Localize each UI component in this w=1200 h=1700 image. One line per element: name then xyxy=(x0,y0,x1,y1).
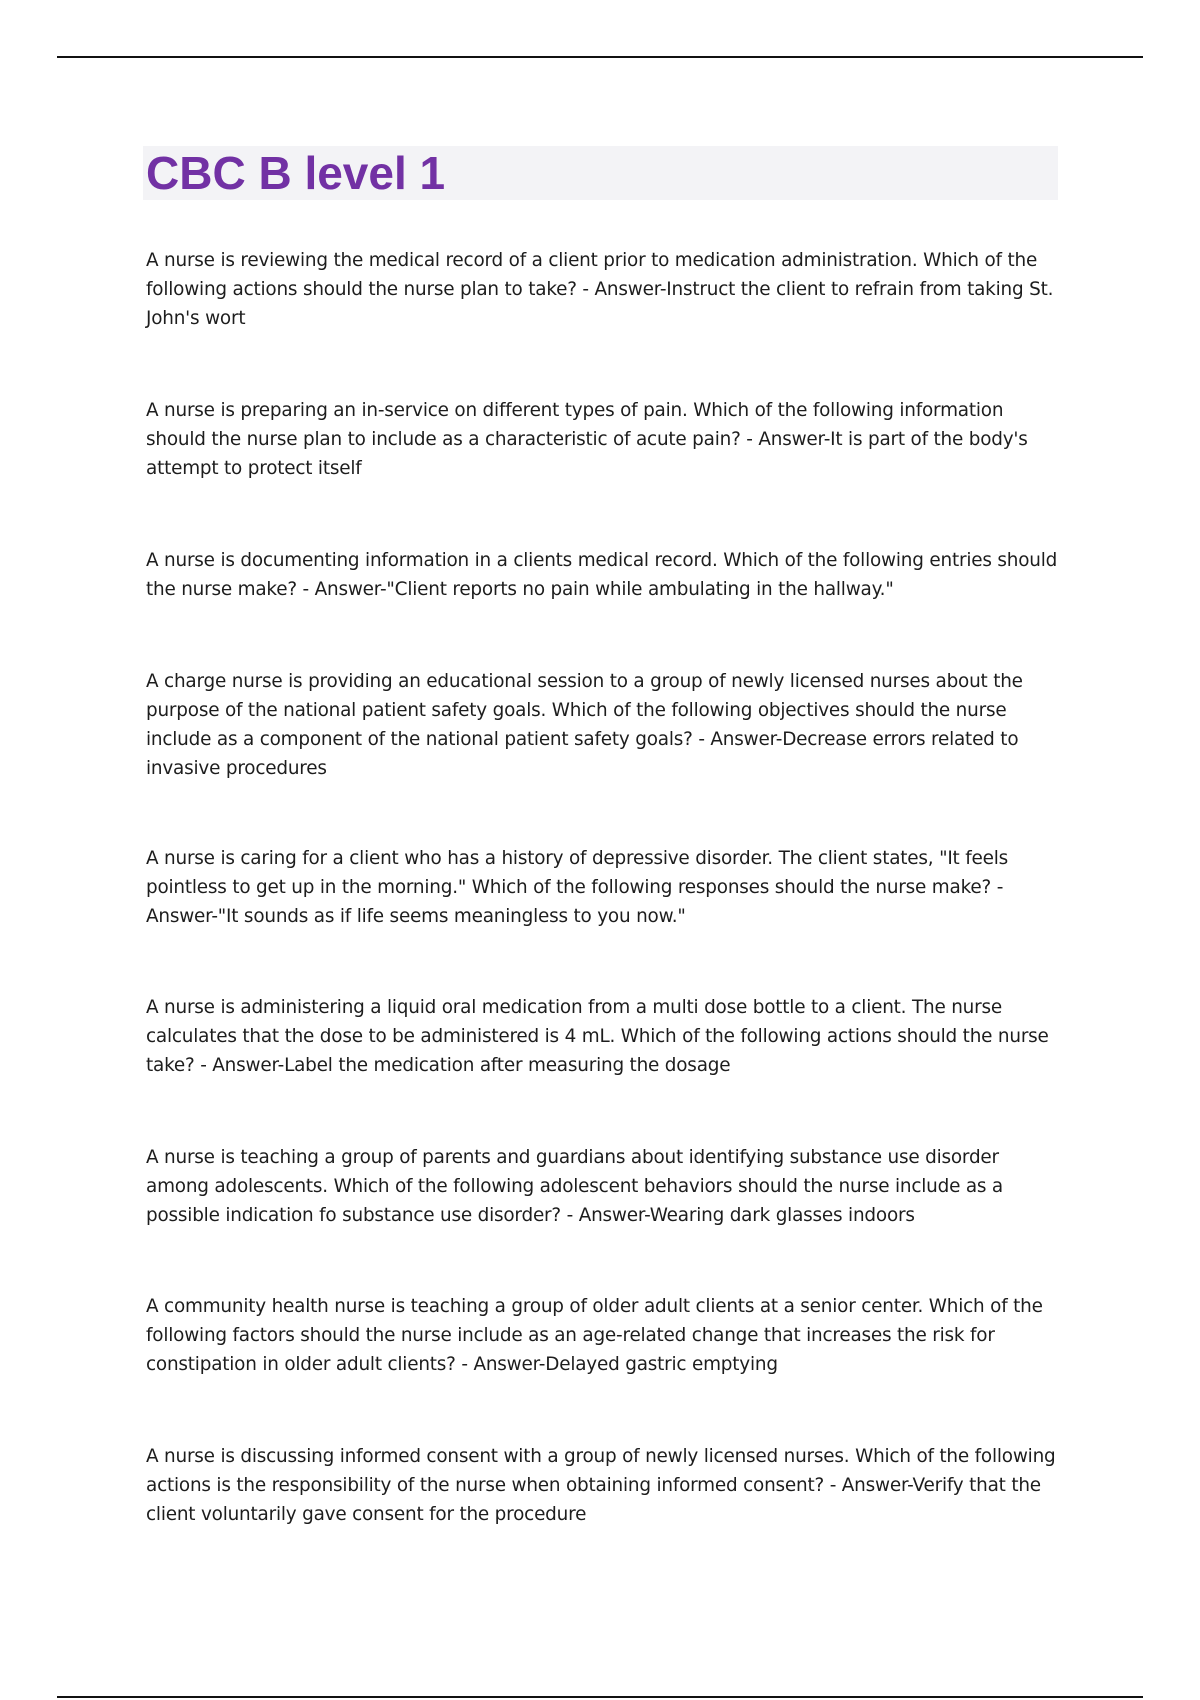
qa-entry-2: A nurse is preparing an in-service on different types of pain. Which of the following information should the nurse plan to include as a characteristic of acute pain? - Answer-It is part of the body's attempt to protect itself xyxy=(146,400,1028,479)
qa-entry-3: A nurse is documenting information in a clients medical record. Which of the following entries should the nurse make? - Answer-"Client reports no pain while ambulating in the hallway." xyxy=(146,550,1058,600)
page-bottom-rule xyxy=(57,1696,1143,1698)
page-top-rule xyxy=(57,56,1143,58)
qa-entry-4: A charge nurse is providing an educational session to a group of newly licensed nurses about the purpose of the national patient safety goals. Which of the following objectives should the nurse include as a component of the national patient safety goals? - Answer-Decrease errors related to invasive procedures xyxy=(146,671,1023,779)
qa-entry-6: A nurse is administering a liquid oral medication from a multi dose bottle to a client. The nurse calculates that the dose to be administered is 4 mL. Which of the following actions should the nurse take? - Answer-Label the medication after measuring the dosage xyxy=(146,997,1049,1076)
qa-entry-1: A nurse is reviewing the medical record of a client prior to medication administration. Which of the following actions should the nurse plan to take? - Answer-Instruct the client to refrain from taking St. John's wort xyxy=(146,250,1054,329)
page-title: CBC B level 1 xyxy=(146,147,446,199)
qa-entry-7: A nurse is teaching a group of parents and guardians about identifying substance use disorder among adolescents. Which of the following adolescent behaviors should the nurse include as a possible indication fo substance use disorder? - Answer-Wearing dark glasses indoors xyxy=(146,1147,1004,1226)
qa-entry-9: A nurse is discussing informed consent with a group of newly licensed nurses. Which of the following actions is the responsibility of the nurse when obtaining informed consent? - Answer-Verify that the client voluntarily gave consent for the procedure xyxy=(146,1446,1056,1525)
qa-entry-8: A community health nurse is teaching a group of older adult clients at a senior center. Which of the following factors should the nurse include as an age-related change that increases the risk for constipation in older adult clients? - Answer-Delayed gastric emptying xyxy=(146,1296,1043,1375)
qa-entry-5: A nurse is caring for a client who has a history of depressive disorder. The client states, "It feels pointless to get up in the morning." Which of the following responses should the nurse make? - Answer-"It sounds as if life seems meaningless to you now." xyxy=(146,848,1009,927)
